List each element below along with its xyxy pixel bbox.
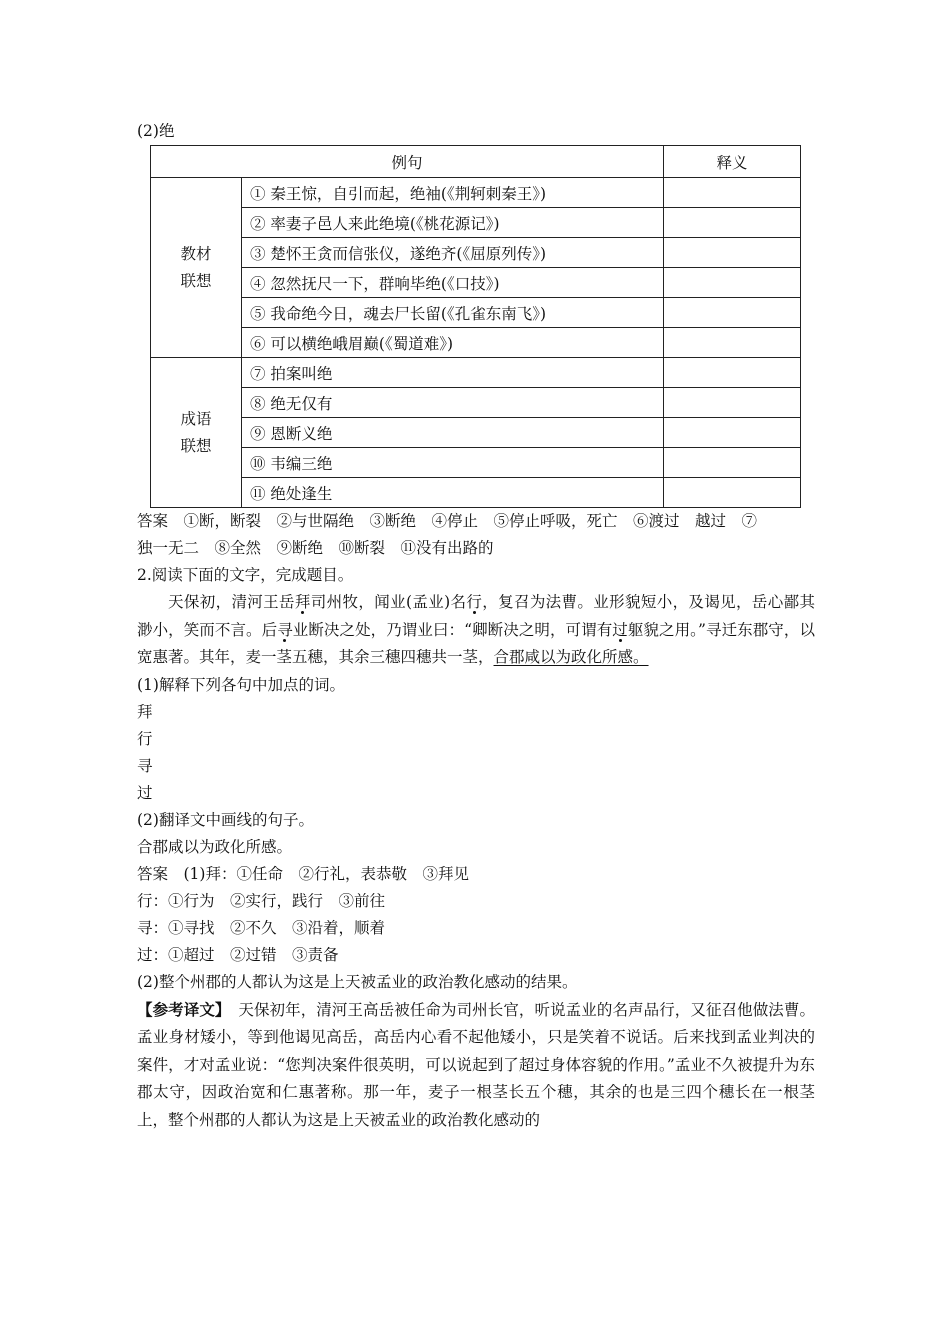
group-idiom [151, 358, 242, 508]
table-row [151, 328, 801, 358]
meaning-cell [664, 478, 801, 508]
example-cell: ⑩ 韦编三绝 [242, 448, 664, 478]
meaning-cell [664, 268, 801, 298]
meaning-cell [664, 298, 801, 328]
example-cell: ⑧ 绝无仅有 [242, 388, 664, 418]
sentence-to-translate: 合郡咸以为政化所感。 [137, 837, 293, 856]
dotted-word: 拜 [294, 593, 311, 611]
passage [137, 589, 815, 672]
reference-text: 天保初年，清河王高岳被任命为司州长官，听说孟业的名声品行，又征召他做法曹。孟业身材矮小，等到他谒见高岳，高岳内心看不起他矮小，只是笑着不说话。后来找到孟业判决的案件，才对孟业说：“您判决案件很英明，可以说起到了超过身体容貌的作用。”孟业不久被提升为东郡太守，因政治宽和仁惠著称。那一年，麦子一根茎长五个穗，其余的也是三四个穗长在一根茎上，整个州郡的人都认为这是上天被孟业的政治教化感动的 [137, 1000, 815, 1129]
answer-line: 寻：①寻找 ②不久 ③沿着，顺着 [137, 918, 386, 937]
table-row [151, 388, 801, 418]
table-header-row [151, 146, 801, 178]
header-example: 例句 [151, 146, 664, 178]
word-item: 过 [137, 783, 153, 802]
example-cell: ⑤ 我命绝今日，魂去尸长留(《孔雀东南飞》) [242, 298, 664, 328]
answer-line: 答案 (1)拜：①任命 ②行礼，表恭敬 ③拜见 [137, 864, 469, 883]
underlined-sentence: 合郡咸以为政化所感。 [493, 648, 649, 666]
sub-question: (2)翻译文中画线的句子。 [137, 810, 314, 829]
example-cell: ⑪ 绝处逢生 [242, 478, 664, 508]
word-item: 拜 [137, 702, 153, 721]
word-item: 寻 [137, 756, 153, 775]
header-meaning: 释义 [664, 146, 801, 178]
group-label: 联想 [180, 436, 212, 455]
question-title: 2.阅读下面的文字，完成题目。 [137, 566, 354, 584]
table-row [151, 358, 801, 388]
example-cell: ⑨ 恩断义绝 [242, 418, 664, 448]
meaning-cell [664, 208, 801, 238]
table-row [151, 178, 801, 208]
meaning-cell [664, 388, 801, 418]
meaning-cell [664, 238, 801, 268]
group-label: 成语 [180, 409, 212, 428]
passage-text: ，复召为法曹。业形貌短小，及谒见，岳心鄙其渺小，笑而不言。后 [137, 593, 815, 639]
dotted-word: 行 [466, 593, 483, 611]
passage-text: 天保初，清河王岳 [168, 593, 295, 611]
table-row [151, 238, 801, 268]
table-row [151, 268, 801, 298]
example-cell: ④ 忽然抚尺一下，群响毕绝(《口技》) [242, 268, 664, 298]
meaning-cell [664, 328, 801, 358]
dotted-word: 过 [612, 620, 628, 639]
sub-question: (1)解释下列各句中加点的词。 [137, 675, 345, 694]
table-row [151, 448, 801, 478]
jue-table [150, 145, 801, 508]
dotted-word: 寻 [277, 620, 293, 639]
document-page [137, 118, 815, 1134]
example-cell: ② 率妻子邑人来此绝境(《桃花源记》) [242, 208, 664, 238]
answer-line: 独一无二 ⑧全然 ⑨断绝 ⑩断裂 ⑪没有出路的 [137, 539, 494, 557]
answer-line: (2)整个州郡的人都认为这是上天被孟业的政治教化感动的结果。 [137, 972, 578, 991]
group-label: 教材 [180, 244, 212, 263]
example-cell: ⑥ 可以横绝峨眉巅(《蜀道难》) [242, 328, 664, 358]
meaning-cell [664, 358, 801, 388]
answer-line: 行：①行为 ②实行，践行 ③前往 [137, 891, 386, 910]
passage-text: 司州牧，闻业(孟业)名 [310, 593, 467, 611]
reference-translation [137, 996, 815, 1135]
passage-text: 业断决之处，乃谓业曰：“卿断决之明，可谓有 [292, 620, 613, 639]
reference-label: 【参考译文】 [137, 999, 223, 1019]
example-cell: ① 秦王惊，自引而起，绝袖(《荆轲刺秦王》) [242, 178, 664, 208]
word-item: 行 [137, 729, 153, 748]
example-cell: ⑦ 拍案叫绝 [242, 358, 664, 388]
answer-line: 过：①超过 ②过错 ③责备 [137, 945, 339, 964]
meaning-cell [664, 418, 801, 448]
passage-text: 躯貌之用。”寻迁东郡守，以宽惠著。其年，麦一茎五穗，其余三穗四穗共一茎， [137, 620, 815, 666]
answer-line: 答案 ①断，断裂 ②与世隔绝 ③断绝 ④停止 ⑤停止呼吸，死亡 ⑥渡过 越过 ⑦ [137, 512, 758, 530]
table-row [151, 298, 801, 328]
table-row [151, 208, 801, 238]
table-row [151, 478, 801, 508]
group-label: 联想 [180, 271, 212, 290]
table-row [151, 418, 801, 448]
meaning-cell [664, 178, 801, 208]
group-textbook [151, 178, 242, 358]
meaning-cell [664, 448, 801, 478]
example-cell: ③ 楚怀王贪而信张仪，遂绝齐(《屈原列传》) [242, 238, 664, 268]
section-title: (2)绝 [137, 122, 175, 140]
